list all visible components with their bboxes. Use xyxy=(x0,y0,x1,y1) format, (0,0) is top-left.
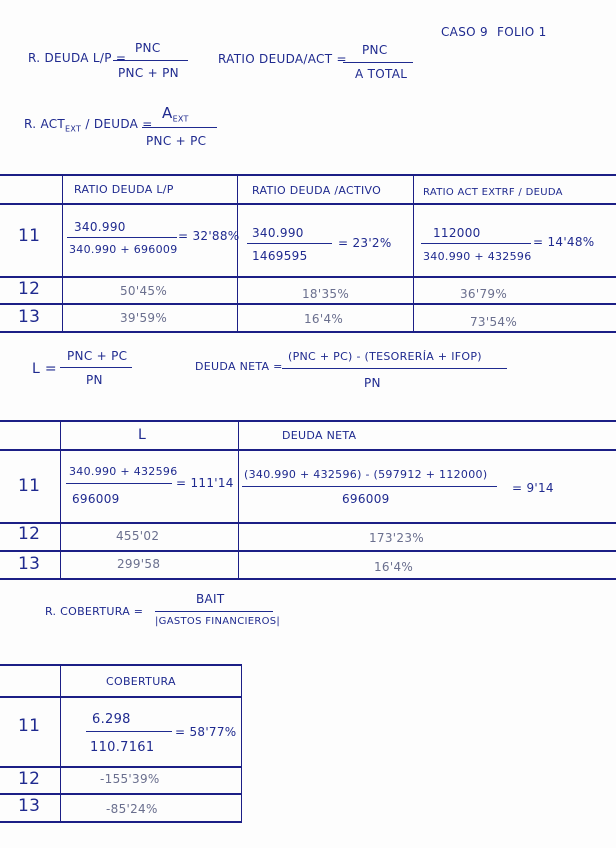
table3-bottom-border xyxy=(0,821,242,823)
table3-header-cobertura: COBERTURA xyxy=(106,675,176,688)
table1-header-deuda-activo: RATIO DEUDA /ACTIVO xyxy=(252,184,382,197)
table3-row11-c1-res: = 58'77% xyxy=(175,725,237,739)
fraction-bar xyxy=(113,60,188,61)
table2-row11-year: 11 xyxy=(18,476,41,496)
table1-row11-c1-den: 340.990 + 696009 xyxy=(69,243,178,256)
formula-act-ext-label xyxy=(24,118,153,133)
fraction-bar xyxy=(247,243,332,244)
formula-cobertura-label: R. COBERTURA = xyxy=(45,605,144,618)
fraction-bar xyxy=(66,483,172,484)
table3-row11-c1-num: 6.298 xyxy=(92,712,131,727)
table1-col-divider xyxy=(62,174,63,331)
fraction-bar xyxy=(242,486,497,487)
table2-header-deuda-neta: DEUDA NETA xyxy=(282,429,357,442)
table2-header-border xyxy=(0,449,616,451)
table1-row12-year: 12 xyxy=(18,279,41,299)
table2-row11-c2-res: = 9'14 xyxy=(512,481,554,495)
table3-row11-year: 11 xyxy=(18,716,41,736)
table3-row12-c1: -155'39% xyxy=(100,772,160,786)
table1-row11-c3-num: 112000 xyxy=(433,226,481,240)
table2-row13-year: 13 xyxy=(18,554,41,574)
table1-row11-c3-res: = 14'48% xyxy=(533,235,595,249)
table1-row12-c1: 50'45% xyxy=(120,284,168,298)
folio-label: FOLIO 1 xyxy=(497,25,547,39)
formula-act-ext-numerator-sub: EXT xyxy=(172,114,189,124)
case-label: CASO 9 xyxy=(441,25,488,39)
formula-deuda-neta-numerator: (PNC + PC) - (TESORERÍA + IFOP) xyxy=(288,350,482,363)
table2-row12-year: 12 xyxy=(18,524,41,544)
fraction-bar xyxy=(155,611,273,612)
table2-row11-c2-num: (340.990 + 432596) - (597912 + 112000) xyxy=(244,468,488,481)
table2-row13-c2: 16'4% xyxy=(374,560,414,574)
table1-row12-c2: 18'35% xyxy=(302,287,350,301)
formula-leverage-label: L = xyxy=(32,361,57,377)
formula-deuda-act-denominator: A TOTAL xyxy=(355,67,408,81)
table1-row12-c3: 36'79% xyxy=(460,287,508,301)
formula-act-ext-label-sub: EXT xyxy=(65,124,82,134)
table2-bottom-border xyxy=(0,578,616,580)
table2-row11-border xyxy=(0,522,616,524)
formula-leverage-numerator: PNC + PC xyxy=(67,349,128,363)
formula-deuda-lp-label: R. DEUDA L/P = xyxy=(28,51,127,65)
formula-cobertura-denominator: |GASTOS FINANCIEROS| xyxy=(155,616,281,627)
fraction-bar xyxy=(86,731,172,732)
table3-row11-border xyxy=(0,766,242,768)
table3-top-border xyxy=(0,664,242,666)
table2-row12-c2: 173'23% xyxy=(369,531,424,545)
formula-deuda-neta-denominator: PN xyxy=(364,376,381,390)
table2-top-border xyxy=(0,420,616,422)
table1-col-divider xyxy=(237,174,238,331)
fraction-bar xyxy=(67,237,177,238)
table1-header-border xyxy=(0,203,616,205)
table2-row11-c2-den: 696009 xyxy=(342,492,390,506)
table2-row12-border xyxy=(0,550,616,552)
table1-row11-c1-res: = 32'88% xyxy=(178,229,240,243)
table1-row13-year: 13 xyxy=(18,307,41,327)
table1-bottom-border xyxy=(0,331,616,333)
formula-act-ext-numerator-main: A xyxy=(162,104,173,122)
formula-cobertura-numerator: BAIT xyxy=(196,592,225,606)
table2-row11-c1-den: 696009 xyxy=(72,492,120,506)
table1-header-act-extrf: RATIO ACT EXTRF / DEUDA xyxy=(423,187,563,198)
table1-row11-c2-den: 1469595 xyxy=(252,249,308,263)
formula-act-ext-numerator xyxy=(162,106,189,123)
table2-row13-c1: 299'58 xyxy=(117,557,161,571)
table1-col-divider xyxy=(413,174,414,331)
fraction-bar xyxy=(343,62,413,63)
formula-deuda-lp-numerator: PNC xyxy=(135,41,161,55)
fraction-bar xyxy=(60,367,132,368)
fraction-bar xyxy=(142,127,217,128)
table3-row12-year: 12 xyxy=(18,769,41,789)
table3-row11-c1-den: 110.7161 xyxy=(90,740,155,755)
formula-act-ext-label-main: R. ACT xyxy=(24,117,66,131)
table1-row11-c3-den: 340.990 + 432596 xyxy=(423,250,532,263)
formula-deuda-act-label: RATIO DEUDA/ACT = xyxy=(218,52,347,66)
table2-header-l: L xyxy=(138,427,147,443)
table3-row13-year: 13 xyxy=(18,796,41,816)
table3-header-border xyxy=(0,696,242,698)
table1-row11-c2-res: = 23'2% xyxy=(338,236,392,250)
formula-leverage-denominator: PN xyxy=(86,373,103,387)
table1-row11-c2-num: 340.990 xyxy=(252,226,304,240)
table2-col-divider xyxy=(60,420,61,578)
formula-deuda-lp-denominator: PNC + PN xyxy=(118,66,179,80)
table1-row12-border xyxy=(0,303,616,305)
table1-top-border xyxy=(0,174,616,176)
table1-header-deuda-lp: RATIO DEUDA L/P xyxy=(74,183,174,196)
table3-row13-c1: -85'24% xyxy=(106,802,158,816)
table2-col-divider xyxy=(238,420,239,578)
table3-col-divider xyxy=(60,664,61,821)
table3-row12-border xyxy=(0,793,242,795)
table1-row11-border xyxy=(0,276,616,278)
formula-deuda-neta-label: DEUDA NETA = xyxy=(195,360,283,373)
fraction-bar xyxy=(282,368,507,369)
table1-row13-c3: 73'54% xyxy=(470,315,518,329)
formula-deuda-act-numerator: PNC xyxy=(362,43,388,57)
table1-row13-c1: 39'59% xyxy=(120,311,168,325)
formula-act-ext-denominator: PNC + PC xyxy=(146,134,207,148)
formula-act-ext-label-tail: / DEUDA = xyxy=(85,117,153,131)
table2-row11-c1-res: = 111'14 xyxy=(176,476,234,490)
table1-row13-c2: 16'4% xyxy=(304,312,344,326)
table3-right-border xyxy=(241,664,242,821)
fraction-bar xyxy=(421,243,531,244)
table1-row11-year: 11 xyxy=(18,226,41,246)
table2-row12-c1: 455'02 xyxy=(116,529,160,543)
table1-row11-c1-num: 340.990 xyxy=(74,220,126,234)
table2-row11-c1-num: 340.990 + 432596 xyxy=(69,465,178,478)
